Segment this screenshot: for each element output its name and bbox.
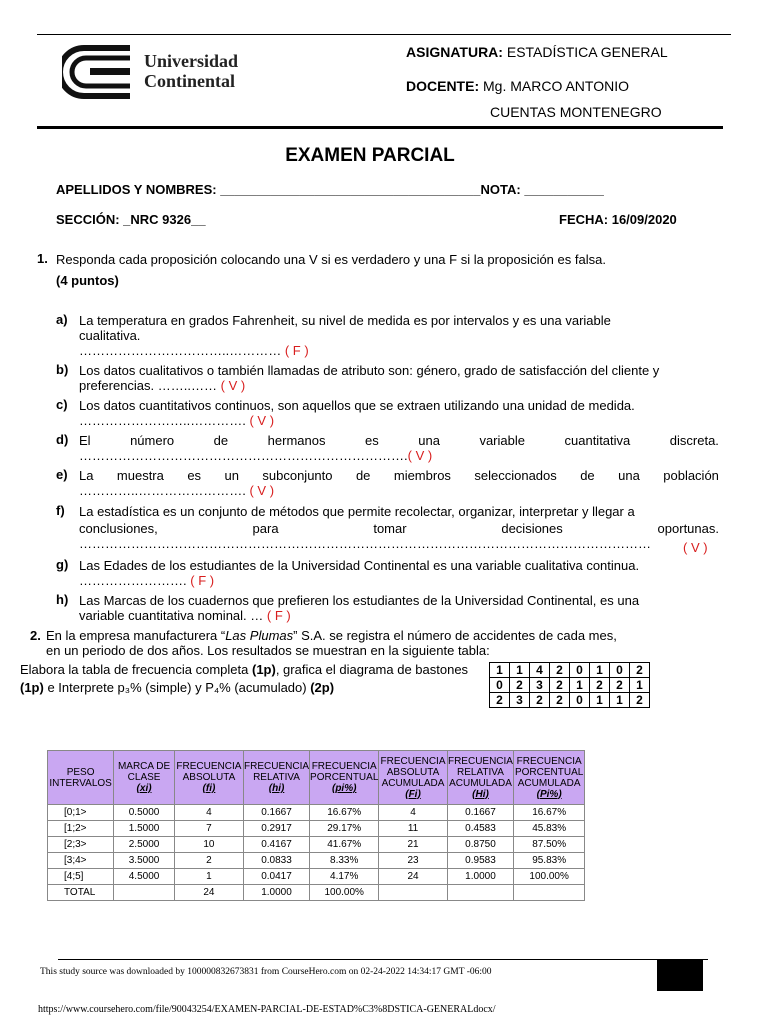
item-e-word: población — [663, 468, 719, 483]
table-cell: 10 — [174, 837, 243, 853]
table-header-text: FRECUENCIA — [176, 761, 242, 772]
table-cell: 2 — [550, 678, 570, 693]
q2-task1-points: (1p) — [251, 662, 276, 677]
table-row — [490, 663, 650, 678]
item-d-word: hermanos — [267, 433, 326, 448]
item-e-word: una — [618, 468, 640, 483]
item-b-answer: ( V ) — [220, 378, 246, 393]
table-cell: 0.9583 — [447, 853, 514, 869]
table-cell: 0.2917 — [244, 821, 310, 837]
item-f-word: decisiones — [501, 521, 563, 536]
item-a-line1: La temperatura en grados Fahrenheit, su nivel de medida es por intervalos y es una variable — [79, 313, 611, 328]
item-f-line2 — [79, 521, 719, 536]
table-header — [48, 751, 114, 805]
table-cell: 100.00% — [514, 869, 585, 885]
table-cell: 1 — [590, 693, 610, 708]
table-cell — [447, 885, 514, 901]
item-d-word: variable — [479, 433, 525, 448]
table-cell: 0.4167 — [244, 837, 310, 853]
q1-points: (4 puntos) — [56, 273, 119, 288]
table-cell: 24 — [379, 869, 447, 885]
logo-mark-icon — [62, 45, 134, 99]
table-header-text: (hi) — [268, 783, 285, 794]
table-header-text: (xi) — [136, 783, 152, 794]
table-cell: 3.5000 — [114, 853, 175, 869]
table-cell: 8.33% — [310, 853, 379, 869]
table-cell: 95.83% — [514, 853, 585, 869]
table-cell: 7 — [174, 821, 243, 837]
table-cell: 0.5000 — [114, 805, 175, 821]
top-rule — [37, 34, 731, 35]
table-header-text: (fi) — [202, 783, 216, 794]
item-c-line1: Los datos cuantitativos continuos, son aquellos que se extraen utilizando una unidad de medida. — [79, 398, 635, 413]
item-g-letter: g) — [56, 557, 69, 572]
q2-line2: en un periodo de dos años. Los resultados se muestran en la siguiente tabla: — [46, 643, 490, 658]
table-cell: 29.17% — [310, 821, 379, 837]
table-cell: 3 — [510, 693, 530, 708]
table-cell: 11 — [379, 821, 447, 837]
table-cell: 2 — [550, 693, 570, 708]
item-e-word: un — [224, 468, 239, 483]
table-cell: 21 — [379, 837, 447, 853]
table-header — [379, 751, 447, 805]
table-cell: 87.50% — [514, 837, 585, 853]
item-d-word: es — [364, 433, 379, 448]
download-notice: This study source was downloaded by 100000832673831 from CourseHero.com on 02-24-2022 14:34:17 GMT -06:00 — [40, 967, 492, 977]
table-row — [48, 853, 585, 869]
logo-text-line2: Continental — [144, 71, 236, 91]
item-d-word: número — [130, 433, 175, 448]
table-row — [490, 678, 650, 693]
table-header-text: ABSOLUTA — [182, 772, 236, 783]
item-h — [79, 593, 719, 623]
table-cell: 1 — [174, 869, 243, 885]
table-header-text: FRECUENCIA RELATIVA — [447, 755, 513, 778]
item-f-answer: ( V ) — [683, 540, 708, 555]
student-info-line — [56, 182, 604, 197]
item-e — [79, 468, 719, 498]
item-d — [79, 433, 719, 463]
table-header-text: ACUMULADA — [381, 777, 445, 789]
q2-number: 2. — [30, 628, 41, 643]
table-cell: 2 — [510, 678, 530, 693]
table-cell — [379, 885, 447, 901]
table-header-text: (Pi%) — [536, 788, 562, 800]
table-header-row — [48, 751, 585, 805]
item-f-word: para — [252, 521, 279, 536]
item-a-letter: a) — [56, 312, 68, 327]
q2-company: Las Plumas — [225, 628, 294, 643]
item-e-word: La — [79, 468, 94, 483]
source-url[interactable]: https://www.coursehero.com/file/90043254/EXAMEN-PARCIAL-DE-ESTAD%C3%8DSTICA-GENERALdocx/ — [38, 1004, 496, 1015]
item-c-letter: c) — [56, 397, 68, 412]
table-header — [174, 751, 243, 805]
table-cell: 1.0000 — [447, 869, 514, 885]
q2-task1-pre: Elabora la tabla de frecuencia completa — [20, 662, 252, 677]
q2-task1-mid: , grafica el diagrama de bastones — [275, 662, 469, 677]
table-cell — [514, 885, 585, 901]
table-cell: 2 — [590, 678, 610, 693]
item-e-word: subconjunto — [262, 468, 333, 483]
item-e-word: de — [355, 468, 371, 483]
item-c-dots: ……………………..…………. — [79, 413, 246, 428]
item-g — [79, 558, 719, 588]
table-cell: 16.67% — [310, 805, 379, 821]
section-text: SECCIÓN: _NRC 9326__ — [56, 212, 206, 227]
table-cell: 1 — [490, 663, 510, 678]
item-g-dots: ……………………. — [79, 573, 187, 588]
subject-value: ESTADÍSTICA GENERAL — [506, 44, 668, 60]
item-e-line1 — [79, 468, 719, 483]
q1-prompt: Responda cada proposición colocando una V si es verdadero y una F si la proposición es falsa. — [56, 252, 606, 267]
table-header-text: (pi%) — [331, 783, 357, 794]
table-header-text: ACUMULADA — [449, 777, 512, 789]
university-logo — [62, 45, 262, 100]
table-row — [48, 837, 585, 853]
item-c-answer: ( V ) — [249, 413, 275, 428]
table-header-text: FRECUENCIA — [244, 761, 310, 772]
table-cell: 0.4583 — [447, 821, 514, 837]
table-header-text: ACUMULADA — [517, 777, 581, 789]
table-total-row — [48, 885, 585, 901]
item-d-answer: ( V ) — [407, 448, 433, 463]
subject-label: ASIGNATURA: — [406, 44, 503, 60]
table-cell: 0.8750 — [447, 837, 514, 853]
item-f-line1: La estadística es un conjunto de métodos que permite recolectar, organizar, interpretar y llegar a — [79, 504, 635, 519]
table-cell: 2 — [530, 693, 550, 708]
item-h-line2: variable cuantitativa nominal. … — [79, 608, 264, 623]
names-label: APELLIDOS Y NOMBRES: — [56, 182, 217, 197]
q2-task2-points2: (2p) — [310, 680, 335, 695]
q2-text — [46, 628, 617, 658]
table-header — [447, 751, 514, 805]
item-d-line1 — [79, 433, 719, 448]
item-e-letter: e) — [56, 467, 68, 482]
table-cell: 0 — [490, 678, 510, 693]
table-cell: 4.17% — [310, 869, 379, 885]
table-cell: 1 — [570, 678, 590, 693]
item-e-word: miembros — [393, 468, 451, 483]
table-cell: 2 — [550, 663, 570, 678]
item-b — [79, 363, 719, 393]
table-cell: 0 — [570, 693, 590, 708]
table-row — [48, 821, 585, 837]
table-row — [490, 693, 650, 708]
table-cell: 1 — [510, 663, 530, 678]
teacher-line — [406, 78, 629, 94]
item-e-word: es — [187, 468, 202, 483]
teacher-value: Mg. MARCO ANTONIO — [483, 78, 629, 94]
table-cell: 1.5000 — [114, 821, 175, 837]
date-text: FECHA: 16/09/2020 — [559, 212, 677, 227]
item-d-word: de — [213, 433, 229, 448]
footer-black-box — [657, 960, 703, 991]
item-b-line1: Los datos cualitativos o también llamadas de atributo son: género, grado de satisfacción del cliente y — [79, 363, 660, 378]
table-header — [310, 751, 379, 805]
table-cell: 2 — [174, 853, 243, 869]
item-f-word: conclusiones, — [79, 521, 158, 536]
item-g-line1: Las Edades de los estudiantes de la Universidad Continental es una variable cualitativa continua. — [79, 558, 640, 573]
item-a — [79, 313, 719, 358]
q2-task2-points: (1p) — [20, 680, 44, 695]
table-cell: [2;3> — [48, 837, 114, 853]
item-b-line2: preferencias. ……..…… — [79, 378, 217, 393]
grade-field[interactable]: ___________ — [524, 182, 604, 197]
item-d-word: discreta. — [669, 433, 719, 448]
table-header-text: (Fi) — [405, 788, 421, 800]
q2-task-line2 — [20, 680, 334, 695]
teacher-value-line2: CUENTAS MONTENEGRO — [490, 104, 662, 120]
accidents-table — [489, 662, 650, 708]
item-h-answer: ( F ) — [266, 608, 291, 623]
subject-line — [406, 44, 668, 60]
q2-line1-pre: En la empresa manufacturera “ — [46, 628, 226, 643]
table-row — [48, 805, 585, 821]
item-f-letter: f) — [56, 503, 65, 518]
table-cell: [4;5] — [48, 869, 114, 885]
table-row — [48, 869, 585, 885]
table-cell: 1 — [630, 678, 650, 693]
table-cell: 0 — [610, 663, 630, 678]
grade-label: NOTA: — [480, 182, 521, 197]
table-cell: 4 — [530, 663, 550, 678]
q1-number: 1. — [37, 251, 48, 266]
item-f — [79, 504, 719, 551]
table-header-text: FRECUENCIA — [311, 761, 377, 772]
item-e-word: de — [580, 468, 595, 483]
item-d-dots: …………………………………………………………………. — [79, 448, 408, 463]
footer-rule — [58, 959, 708, 960]
table-cell: 2 — [630, 693, 650, 708]
table-cell: 16.67% — [514, 805, 585, 821]
table-cell: 4.5000 — [114, 869, 175, 885]
table-cell: 0.0417 — [244, 869, 310, 885]
item-a-line2: cualitativa. — [79, 328, 141, 343]
item-f-dots: …………………………………………………………………………………………………………………… — [79, 536, 651, 551]
table-cell: [0;1> — [48, 805, 114, 821]
table-cell — [114, 885, 175, 901]
table-cell: 41.67% — [310, 837, 379, 853]
item-d-word: El — [79, 433, 91, 448]
item-d-word: una — [418, 433, 440, 448]
item-e-dots: …………..……………………. — [79, 483, 246, 498]
table-cell: 2 — [490, 693, 510, 708]
item-a-answer: ( F ) — [284, 343, 309, 358]
teacher-label: DOCENTE: — [406, 78, 480, 94]
table-cell: [3;4> — [48, 853, 114, 869]
table-cell: 3 — [530, 678, 550, 693]
table-header-text: INTERVALOS — [49, 777, 112, 789]
item-d-letter: d) — [56, 432, 69, 447]
item-e-answer: ( V ) — [249, 483, 275, 498]
table-cell: 2 — [610, 678, 630, 693]
table-cell: 1 — [610, 693, 630, 708]
table-cell: [1;2> — [48, 821, 114, 837]
table-cell: 0.1667 — [244, 805, 310, 821]
table-header — [244, 751, 310, 805]
table-header-text: PORCENTUAL — [310, 772, 379, 783]
q2-line1-post: ” S.A. se registra el número de accidentes de cada mes, — [293, 628, 617, 643]
item-c — [79, 398, 719, 428]
table-cell: 100.00% — [310, 885, 379, 901]
frequency-table — [47, 750, 585, 901]
item-g-answer: ( F ) — [190, 573, 215, 588]
names-field[interactable]: ____________________________________ — [220, 182, 481, 197]
item-e-word: muestra — [116, 468, 164, 483]
item-h-line1: Las Marcas de los cuadernos que prefieren los estudiantes de la Universidad Continental, es una — [79, 593, 640, 608]
item-h-letter: h) — [56, 592, 69, 607]
page-title: EXAMEN PARCIAL — [285, 145, 455, 166]
table-header-text: (Hi) — [472, 788, 489, 800]
table-header — [514, 751, 585, 805]
header-rule — [37, 126, 723, 129]
table-header-text: PESO — [66, 766, 95, 778]
table-cell: 2 — [630, 663, 650, 678]
table-header-text: FRECUENCIA ABSOLUTA — [380, 755, 446, 778]
table-cell: 1 — [590, 663, 610, 678]
table-cell: 4 — [379, 805, 447, 821]
table-header — [114, 751, 175, 805]
table-header-text: MARCA DE — [117, 761, 171, 772]
item-b-letter: b) — [56, 362, 69, 377]
q2-task2-mid: e Interprete p₃% (simple) y P₄% (acumulado) — [43, 680, 311, 695]
table-cell: 0.1667 — [447, 805, 514, 821]
item-e-word: seleccionados — [474, 468, 557, 483]
table-cell: 0.0833 — [244, 853, 310, 869]
table-cell: 0 — [570, 663, 590, 678]
table-cell: 24 — [174, 885, 243, 901]
table-cell: 4 — [174, 805, 243, 821]
table-header-text: RELATIVA — [253, 772, 300, 783]
table-cell: 2.5000 — [114, 837, 175, 853]
item-f-word: oportunas. — [657, 521, 719, 536]
table-cell: TOTAL — [48, 885, 114, 901]
item-d-word: cuantitativa — [564, 433, 631, 448]
table-header-text: CLASE — [127, 772, 161, 783]
table-cell: 45.83% — [514, 821, 585, 837]
table-header-text: FRECUENCIA PORCENTUAL — [514, 755, 584, 778]
q2-task-line1 — [20, 662, 468, 677]
logo-text-line1: Universidad — [144, 51, 239, 71]
item-f-word: tomar — [373, 521, 407, 536]
item-a-dots: ……………………………..………… — [79, 343, 282, 358]
table-cell: 1.0000 — [244, 885, 310, 901]
table-cell: 23 — [379, 853, 447, 869]
